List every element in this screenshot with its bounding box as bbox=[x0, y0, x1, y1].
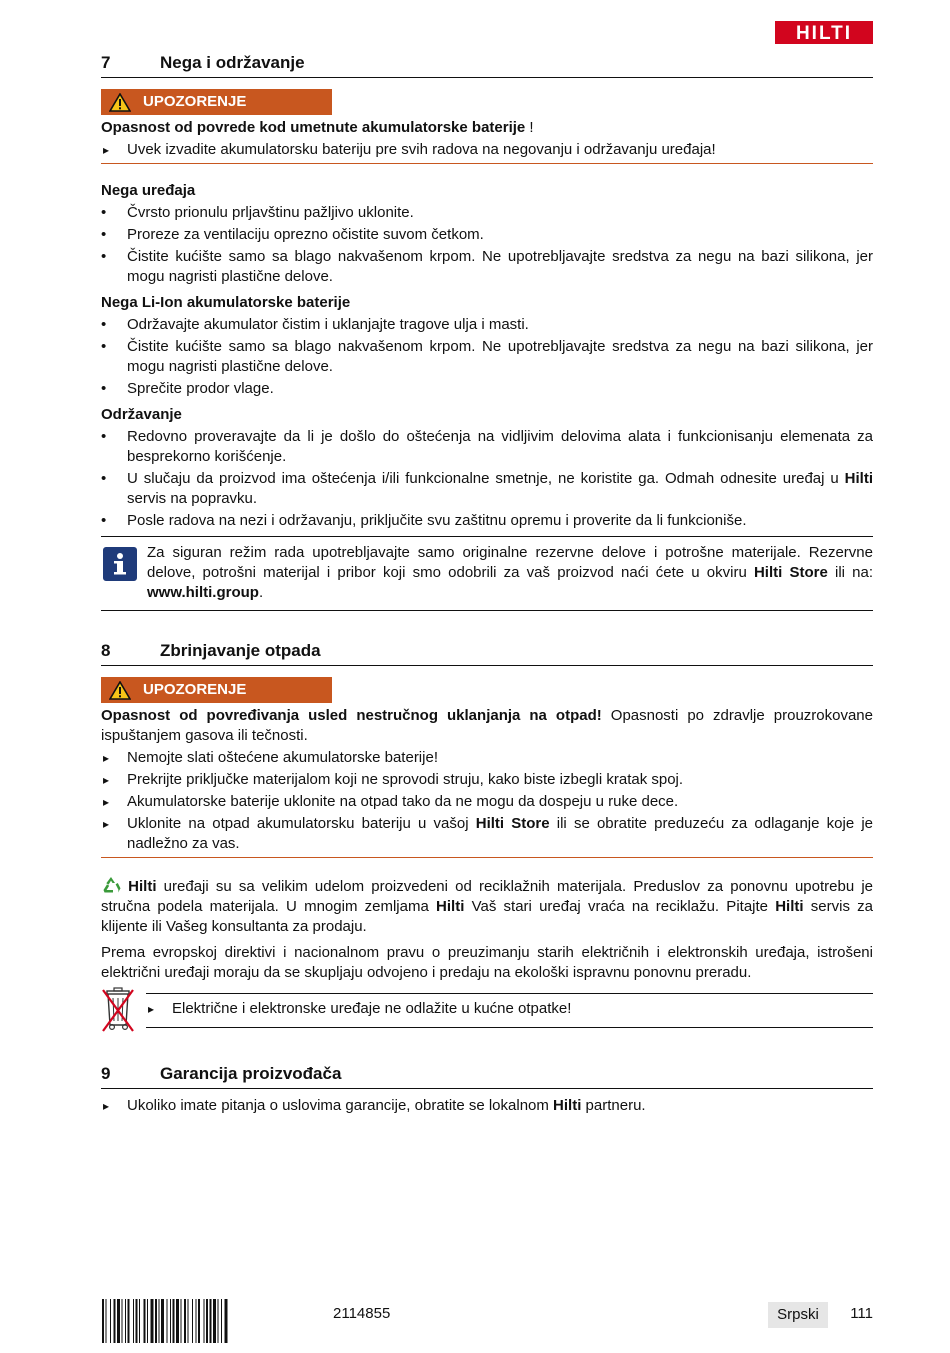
page-footer bbox=[101, 1302, 873, 1326]
hilti-website-link[interactable]: www.hilti.group bbox=[147, 584, 259, 601]
brand-name: Hilti bbox=[553, 1097, 582, 1114]
warning-banner bbox=[101, 677, 332, 703]
section-title: Garancija proizvođača bbox=[160, 1064, 342, 1083]
warning-block bbox=[101, 89, 873, 164]
maintenance-list bbox=[101, 427, 873, 531]
warning-lead bbox=[101, 706, 873, 746]
text-span: Ukoliko imate pitanja o uslovima garancije, obratite se lokalnom bbox=[127, 1097, 554, 1114]
text-span: uređaji su sa velikim udelom proizvedeni od reciklažnih materijala. Preduslov za ponovnu upotrebu je stručna podela materijala. U mnogim zemljama bbox=[101, 878, 874, 915]
brand-name: Hilti bbox=[436, 898, 465, 915]
recycle-paragraph bbox=[101, 876, 873, 937]
text-span: ili na: bbox=[827, 564, 874, 581]
warranty-list bbox=[101, 1096, 873, 1116]
warning-lead bbox=[101, 118, 873, 138]
recycle-icon bbox=[101, 876, 121, 894]
document-number: 2114855 bbox=[333, 1305, 391, 1322]
text-span: Vaš stari uređaj vraća na reciklažu. Pitajte bbox=[464, 898, 776, 915]
text-span: servis za klijente ili Vašeg konsultanta za prodaju. bbox=[101, 898, 873, 935]
list-item: • Sprečite prodor vlage. bbox=[101, 379, 873, 399]
list-item: • Posle radova na nezi i održavanju, priključite svu zaštitnu opremu i proverite da li funkcioniše. bbox=[101, 511, 873, 531]
text-span: ili se obratite preduzeću za odlaganje koje je nadležno za vas. bbox=[127, 815, 874, 852]
list-item: • Čvrsto prionulu prljavštinu pažljivo uklonite. bbox=[101, 203, 873, 223]
info-text bbox=[147, 543, 873, 603]
section-title: Zbrinjavanje otpada bbox=[160, 641, 321, 660]
care-battery-heading: Nega Li-Ion akumulatorske baterije bbox=[101, 294, 351, 311]
text-span: Uklonite na otpad akumulatorsku bateriju u vašoj bbox=[127, 815, 476, 832]
hilti-logo-mark bbox=[775, 21, 873, 44]
brand-name: Hilti bbox=[775, 898, 804, 915]
hilti-store-text: Hilti Store bbox=[753, 564, 828, 581]
page-number: 111 bbox=[850, 1305, 873, 1322]
warning-lead-bold: Opasnost od povrede kod umetnute akumulatorske baterije bbox=[101, 119, 526, 136]
maintenance-heading: Održavanje bbox=[101, 406, 182, 423]
care-battery bbox=[101, 293, 873, 399]
text-span: servis na popravku. bbox=[127, 490, 258, 507]
list-item: ▸ Uvek izvadite akumulatorsku bateriju pre svih radova na negovanju i održavanju uređaja! bbox=[101, 140, 873, 160]
section-title: Nega i održavanje bbox=[160, 53, 305, 72]
section-7-heading bbox=[101, 52, 873, 78]
list-item: • Čistite kućište samo sa blago nakvašenom krpom. Ne upotrebljavajte sredstva za negu na bazi silikona, jer mogu nagristi plastične delove. bbox=[101, 247, 873, 287]
care-device bbox=[101, 181, 873, 287]
list-item: • Održavajte akumulator čistim i uklanjajte tragove ulja i masti. bbox=[101, 315, 873, 335]
warning-banner bbox=[101, 89, 332, 115]
list-item bbox=[101, 814, 873, 854]
warning-label: UPOZORENJE bbox=[143, 93, 247, 110]
care-battery-list bbox=[101, 315, 873, 399]
section-number: 7 bbox=[101, 53, 111, 72]
brand-name: Hilti bbox=[844, 470, 873, 487]
hilti-logo-text: HILTI bbox=[795, 23, 853, 44]
text-span: partneru. bbox=[581, 1097, 646, 1114]
info-box bbox=[101, 536, 873, 611]
list-item bbox=[101, 1096, 873, 1116]
directive-paragraph: Prema evropskoj direktivi i nacionalnom pravu o preuzimanju starih električnih i elektronskih uređaja, istrošeni električni uređaji moraju da se skupljaju odvojeno i predaju na ekološki ispravnu ponovnu preradu. bbox=[101, 944, 873, 981]
list-item: • Proreze za ventilaciju oprezno očistite suvom četkom. bbox=[101, 225, 873, 245]
warning-block bbox=[101, 677, 873, 858]
warning-lead-tail: ! bbox=[525, 119, 534, 136]
section-8-heading bbox=[101, 640, 873, 666]
warning-list bbox=[101, 140, 873, 160]
warning-list bbox=[101, 748, 873, 854]
brand-name: Hilti bbox=[128, 878, 157, 895]
list-item: ▸ Nemojte slati oštećene akumulatorske baterije! bbox=[101, 748, 873, 768]
care-device-heading: Nega uređaja bbox=[101, 182, 196, 199]
warning-label: UPOZORENJE bbox=[143, 681, 247, 698]
section-number: 8 bbox=[101, 641, 111, 660]
info-icon bbox=[103, 547, 137, 581]
crossed-bin-icon bbox=[101, 987, 135, 1033]
weee-list bbox=[146, 994, 873, 1017]
barcode bbox=[101, 1299, 317, 1343]
language-label: Srpski bbox=[777, 1306, 819, 1323]
maintenance bbox=[101, 405, 873, 531]
hilti-store-text: Hilti Store bbox=[475, 815, 550, 832]
care-device-list bbox=[101, 203, 873, 287]
weee-note-box bbox=[146, 993, 873, 1028]
text-span: . bbox=[258, 584, 264, 601]
list-item: • Redovno proveravajte da li je došlo do oštećenja na vidljivim delovima alata i funkcionisanju elemenata za besprekorno korišćenje. bbox=[101, 427, 873, 467]
section-9-heading bbox=[101, 1063, 873, 1089]
warning-lead-tail: Opasnosti po zdravlje prouzrokovane ispuštanjem gasova ili tečnosti. bbox=[101, 707, 873, 744]
list-item: ▸ Prekrijte priključke materijalom koji ne sprovodi struju, kako biste izbegli kratak spoj. bbox=[101, 770, 873, 790]
hilti-logo bbox=[775, 21, 873, 44]
list-item: ▸ Električne i elektronske uređaje ne odlažite u kućne otpatke! bbox=[146, 999, 873, 1019]
warning-triangle-icon bbox=[109, 93, 131, 112]
list-item: ▸ Akumulatorske baterije uklonite na otpad tako da ne mogu da dospeju u ruke dece. bbox=[101, 792, 873, 812]
list-item: • Čistite kućište samo sa blago nakvašenom krpom. Ne upotrebljavajte sredstva za negu na bazi silikona, jer mogu nagristi plastične delove. bbox=[101, 337, 873, 377]
text-span: Za siguran režim rada upotrebljavajte samo originalne rezervne delove i potrošne materijale. Rezervne delove, potrošni materijal i pribor koji smo odobrili za vaš proizvod naći ćete u okviru bbox=[147, 544, 873, 581]
section-9 bbox=[101, 1063, 873, 1116]
text-span: U slučaju da proizvod ima oštećenja i/ili funkcionalne smetnje, ne koristite ga. Odmah odnesite uređaj u bbox=[127, 470, 845, 487]
warning-lead-bold: Opasnost od povređivanja usled nestručnog uklanjanja na otpad! bbox=[101, 707, 602, 724]
language-badge bbox=[768, 1302, 828, 1328]
list-item bbox=[101, 469, 873, 509]
section-7 bbox=[101, 52, 873, 531]
warning-triangle-icon bbox=[109, 681, 131, 700]
section-8 bbox=[101, 640, 873, 983]
section-number: 9 bbox=[101, 1064, 111, 1083]
